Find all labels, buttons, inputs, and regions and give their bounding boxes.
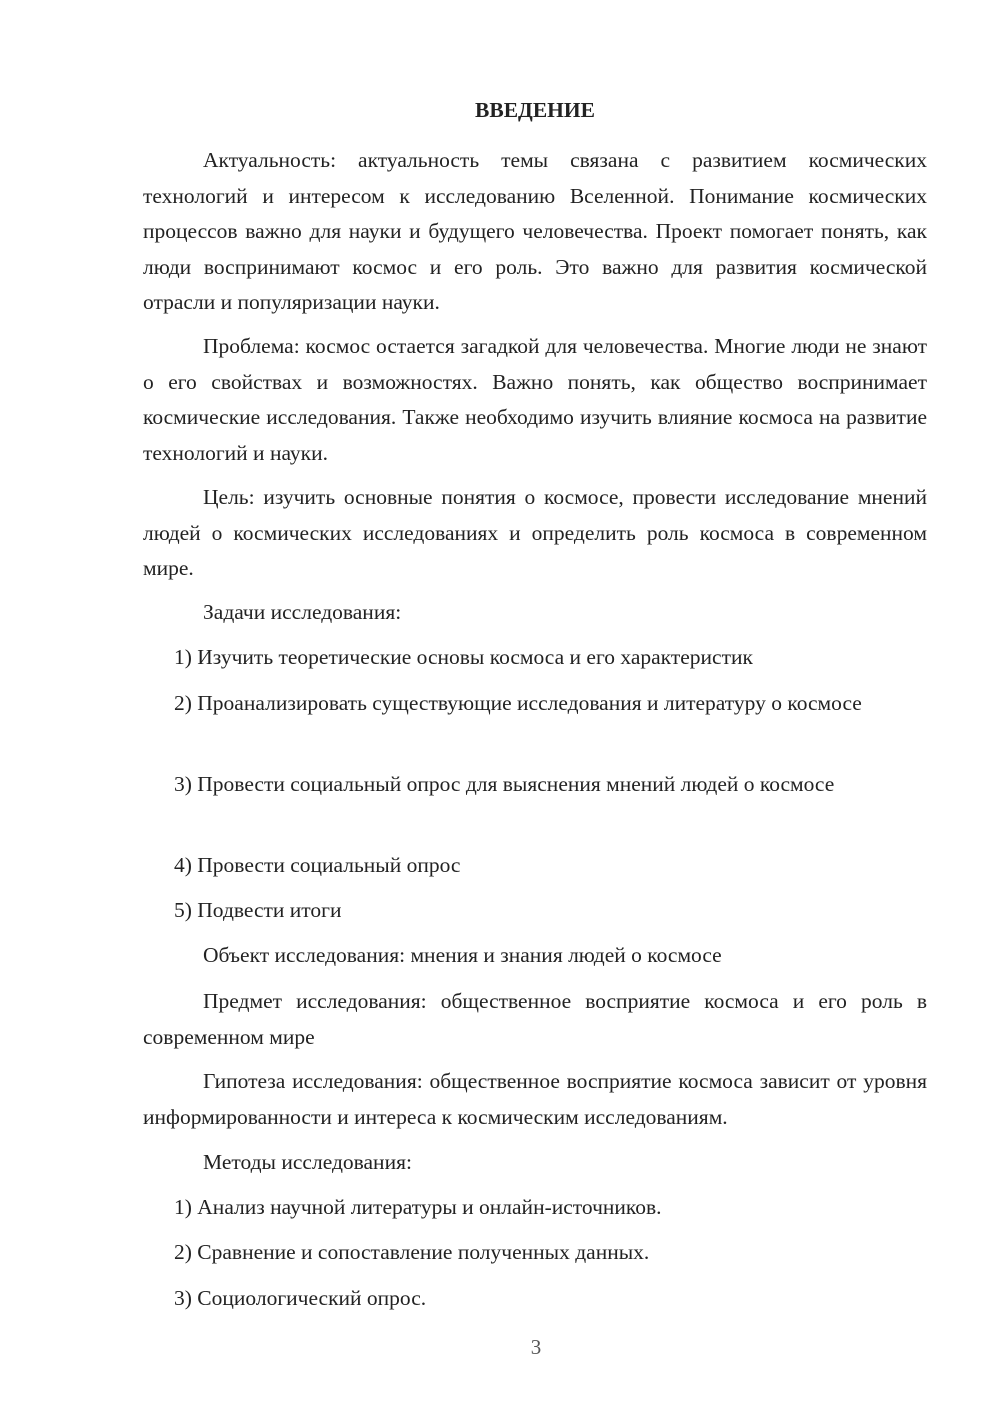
task-item: 4) Провести социальный опрос	[174, 853, 461, 877]
task-item: 5) Подвести итоги	[174, 898, 342, 922]
section-title: ВВЕДЕНИЕ	[475, 98, 595, 122]
method-item: 1) Анализ научной литературы и онлайн-источников.	[174, 1195, 662, 1219]
page-number: 3	[530, 1335, 542, 1359]
task-item-1-block	[143, 640, 927, 676]
task-item-5-block	[143, 893, 927, 929]
hypothesis-block	[143, 1064, 927, 1135]
tasks-heading-block	[143, 595, 927, 631]
relevance-paragraph: Актуальность: актуальность темы связана с развитием космических технологий и интересом к исследованию Вселенной. Понимание космических процессов важно для науки и будущего человечества. Проект помогает понять, как люди воспринимают космос и его роль. Это важно для развития космической отрасли и популяризации науки.	[143, 148, 927, 314]
task-item: 3) Провести социальный опрос для выяснения мнений людей о космосе	[174, 772, 835, 796]
method-item: 3) Социологический опрос.	[174, 1286, 427, 1310]
task-item-2-block	[143, 686, 927, 722]
methods-heading: Методы исследования:	[203, 1150, 412, 1174]
goal-paragraph: Цель: изучить основные понятия о космосе, провести исследование мнений людей о космических исследованиях и определить роль космоса в современном мире.	[143, 485, 927, 580]
problem-block	[143, 329, 927, 471]
method-item-1-block	[143, 1190, 927, 1226]
task-item: 1) Изучить теоретические основы космоса и его характеристик	[174, 645, 753, 669]
task-item-4-block	[143, 848, 927, 884]
goal-block	[143, 480, 927, 587]
subject-block	[143, 984, 927, 1055]
task-item: 2) Проанализировать существующие исследования и литературу о космосе	[174, 691, 862, 715]
hypothesis-paragraph: Гипотеза исследования: общественное восприятие космоса зависит от уровня информированности и интереса к космическим исследованиям.	[143, 1069, 927, 1129]
problem-paragraph: Проблема: космос остается загадкой для человечества. Многие люди не знают о его свойствах и возможностях. Важно понять, как общество воспринимает космические исследования. Также необходимо изучить влияние космоса на развитие технологий и науки.	[143, 334, 927, 465]
object-block	[143, 938, 927, 974]
subject-paragraph: Предмет исследования: общественное восприятие космоса и его роль в современном мире	[143, 989, 927, 1049]
method-item-2-block	[143, 1235, 927, 1271]
methods-heading-block	[143, 1145, 927, 1181]
task-item-3-block	[143, 767, 927, 803]
tasks-heading: Задачи исследования:	[203, 600, 402, 624]
relevance-block	[143, 143, 927, 321]
method-item-3-block	[143, 1281, 927, 1317]
object-paragraph: Объект исследования: мнения и знания людей о космосе	[203, 943, 722, 967]
method-item: 2) Сравнение и сопоставление полученных данных.	[174, 1240, 650, 1264]
